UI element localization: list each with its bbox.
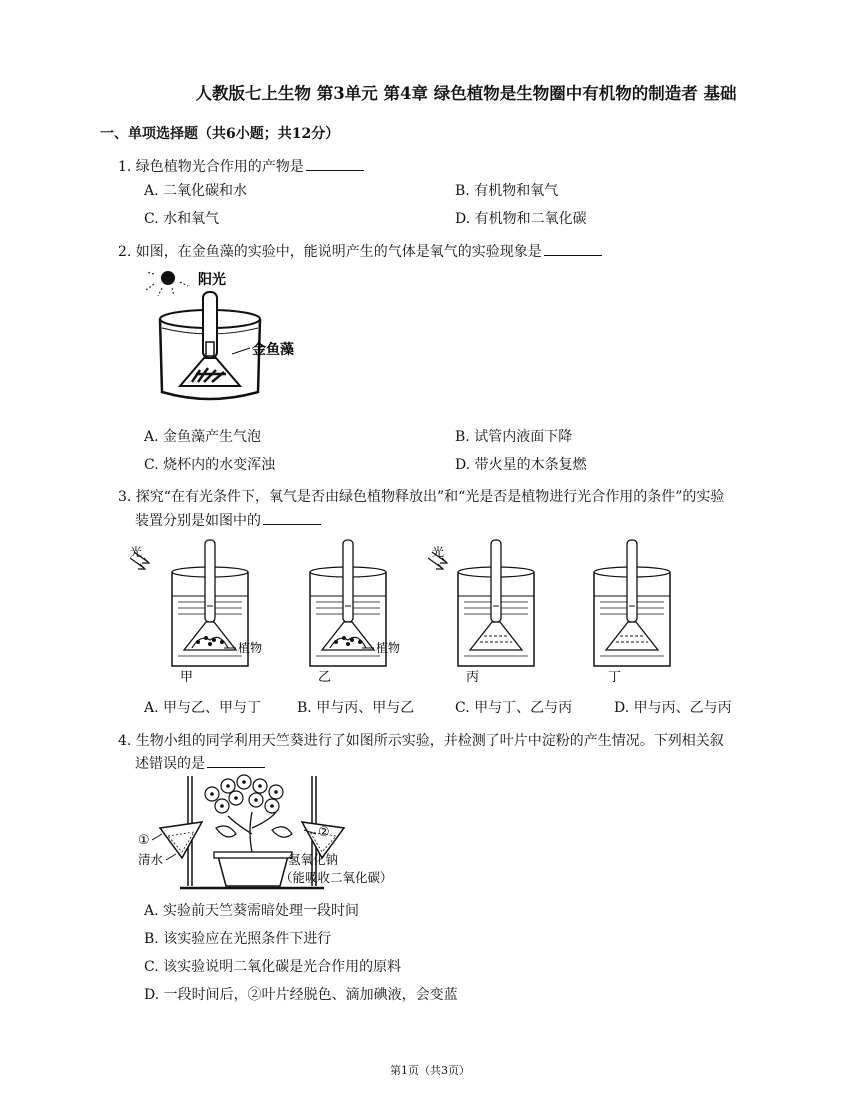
answer-blank (263, 523, 321, 525)
label-naoh: 氢氧化钠 (288, 852, 339, 867)
page-title: 人教版七上生物 第3单元 第4章 绿色植物是生物圈中有机物的制造者 基础 (195, 84, 737, 103)
answer-blank (207, 766, 265, 768)
label-plant-2: 植物 (376, 641, 401, 655)
page-footer: 第1页（共3页） (390, 1064, 470, 1077)
q1-option-a: A. 二氧化碳和水 (144, 183, 248, 199)
q3-option-c: C. 甲与丁、乙与丙 (455, 700, 573, 716)
setup-bing: 丙 (466, 670, 480, 685)
q1-option-c: C. 水和氧气 (144, 211, 220, 227)
question-2-stem: 2. 如图，在金鱼藻的实验中，能说明产生的气体是氧气的实验现象是 (118, 241, 602, 261)
label-sunlight: 阳光 (198, 272, 226, 288)
label-light-2: 光 (432, 545, 445, 559)
label-num-1: ① (138, 833, 150, 848)
setup-yi: 乙 (318, 670, 332, 685)
section-heading: 一、单项选择题（共6小题；共12分） (100, 126, 340, 142)
setup-jia: 甲 (180, 670, 194, 685)
question-3-stem-line2: 装置分别是如图中的 (135, 510, 321, 530)
label-num-2: ② (318, 825, 330, 840)
q1-option-d: D. 有机物和二氧化碳 (455, 211, 587, 227)
setup-ding: 丁 (608, 670, 622, 685)
q2-figure-goldfish-weed (140, 262, 340, 412)
q4-option-d: D. 一段时间后，②叶片经脱色、滴加碘液，会变蓝 (144, 987, 458, 1003)
q3-option-d: D. 甲与丙、乙与丙 (614, 700, 732, 716)
q3-figure-four-setups (130, 538, 690, 686)
question-3-stem-line1: 3. 探究“在有光条件下，氧气是否由绿色植物释放出”和“光是否是植物进行光合作用的条件”的实验 (118, 489, 725, 505)
q2-option-b: B. 试管内液面下降 (455, 429, 573, 445)
q1-option-b: B. 有机物和氧气 (455, 183, 559, 199)
label-goldfish-weed: 金鱼藻 (252, 342, 294, 358)
q4-option-a: A. 实验前天竺葵需暗处理一段时间 (144, 903, 360, 919)
label-absorbs-co2: （能吸收二氧化碳） (280, 870, 393, 885)
label-water: 清水 (138, 852, 164, 867)
q3-option-b: B. 甲与丙、甲与乙 (297, 700, 415, 716)
answer-blank (306, 169, 364, 171)
q2-option-d: D. 带火星的木条复燃 (455, 457, 587, 473)
q4-option-c: C. 该实验说明二氧化碳是光合作用的原料 (144, 959, 402, 975)
q4-option-b: B. 该实验应在光照条件下进行 (144, 931, 332, 947)
question-4-stem-line2: 述错误的是 (135, 753, 265, 773)
label-plant-1: 植物 (238, 641, 263, 655)
answer-blank (544, 254, 602, 256)
q4-figure-geranium (132, 772, 432, 894)
q2-option-a: A. 金鱼藻产生气泡 (144, 429, 262, 445)
q2-option-c: C. 烧杯内的水变浑浊 (144, 457, 276, 473)
question-1-stem: 1. 绿色植物光合作用的产物是 (118, 156, 364, 176)
q3-option-a: A. 甲与乙、甲与丁 (144, 700, 262, 716)
question-4-stem-line1: 4. 生物小组的同学利用天竺葵进行了如图所示实验，并检测了叶片中淀粉的产生情况。下列相关叙 (118, 733, 724, 749)
label-light-1: 光 (130, 545, 143, 559)
